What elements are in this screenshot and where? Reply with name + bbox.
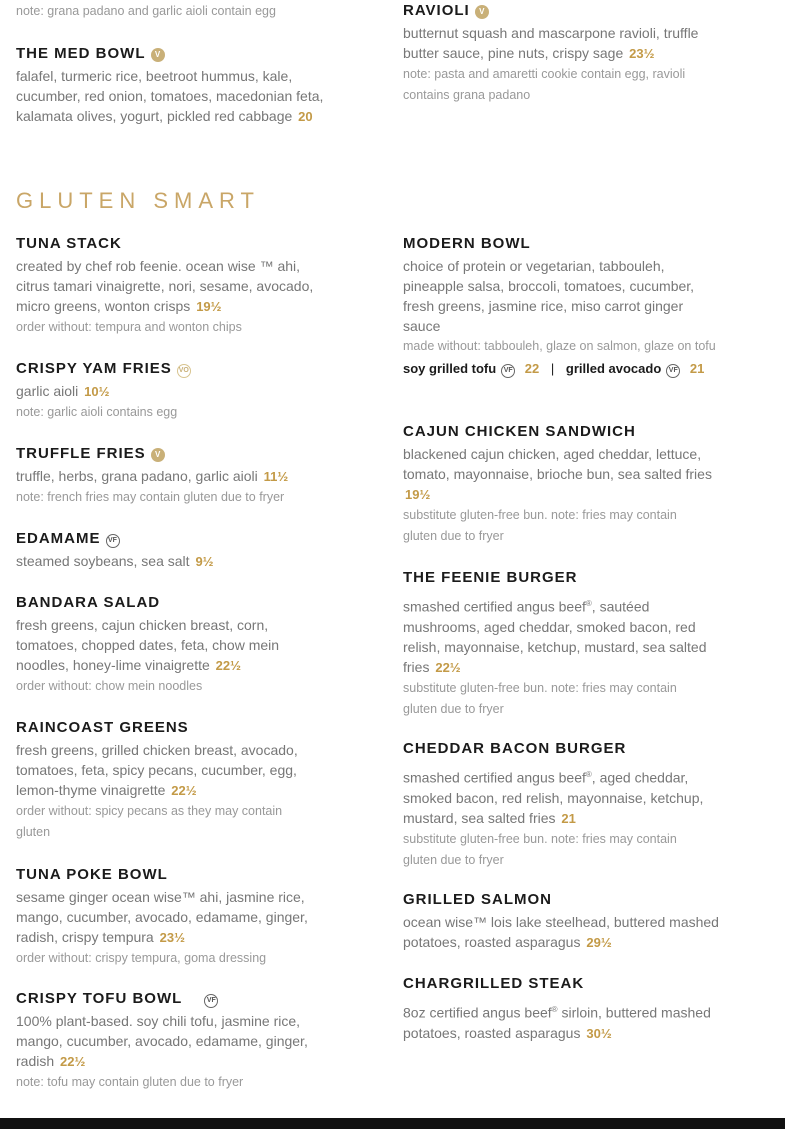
menu-item-feenie-burger	[403, 568, 723, 720]
item-price: 19½	[196, 299, 222, 314]
item-title: RAINCOAST GREENS	[16, 719, 189, 736]
item-price: 10½	[84, 384, 110, 399]
item-desc: sirloin, buttered mashed potatoes, roasted asparagus	[403, 1004, 711, 1041]
item-desc: fresh greens, grilled chicken breast, avocado, tomatoes, feta, spicy pecans, cucumber, egg, lemon-thyme vinaigrette	[16, 742, 298, 798]
menu-item-med-bowl	[16, 44, 356, 127]
item-price: 23½	[159, 930, 185, 945]
menu-item-bandara-salad	[16, 593, 356, 697]
menu-item-chargrilled-steak	[403, 974, 733, 1044]
footer-bar	[0, 1118, 785, 1129]
item-desc: steamed soybeans, sea salt	[16, 553, 190, 569]
item-price: 11½	[263, 469, 289, 484]
vegetarian-icon: V	[475, 5, 489, 19]
registered-mark: ®	[585, 599, 592, 608]
item-note: note: french fries may contain gluten due to fryer	[16, 490, 285, 504]
section-title-gluten-smart: GLUTEN SMART	[16, 188, 260, 213]
menu-item-grilled-salmon	[403, 890, 733, 953]
item-note: substitute gluten-free bun. note: fries may contain gluten due to fryer	[403, 680, 677, 716]
menu-item-ravioli	[403, 1, 723, 106]
item-note: order without: crispy tempura, goma dressing	[16, 951, 267, 965]
option-separator: |	[550, 361, 555, 376]
item-note: substitute gluten-free bun. note: fries may contain gluten due to fryer	[403, 508, 677, 543]
menu-item-edamame	[16, 529, 356, 572]
item-price: 19½	[405, 487, 431, 502]
item-title: CAJUN CHICKEN SANDWICH	[403, 423, 636, 440]
vegan-friendly-icon: VF	[204, 994, 218, 1008]
option-price: 22	[524, 361, 540, 376]
item-price: 9½	[195, 554, 214, 569]
item-title: THE FEENIE BURGER	[403, 569, 578, 586]
item-note: substitute gluten-free bun. note: fries may contain gluten due to fryer	[403, 831, 677, 867]
menu-item-cajun-chicken-sandwich	[403, 422, 723, 547]
menu-item-crispy-tofu-bowl	[16, 989, 356, 1093]
vegan-friendly-icon: VF	[666, 364, 680, 378]
menu-item-tuna-poke-bowl	[16, 865, 356, 969]
item-desc: , sautéed mushrooms, aged cheddar, smoked bacon, red relish, mayonnaise, ketchup, mustard, sea salted fries	[403, 598, 707, 675]
prev-note: note: grana padano and garlic aioli contain egg	[16, 4, 276, 18]
item-price: 22½	[171, 783, 197, 798]
item-desc: smashed certified angus beef	[403, 769, 586, 786]
menu-item-crispy-yam-fries	[16, 359, 356, 423]
item-desc: smashed certified angus beef	[403, 598, 586, 615]
vegetarian-icon: V	[151, 448, 165, 462]
item-title: CRISPY YAM FRIES	[16, 360, 172, 377]
item-title: THE MED BOWL	[16, 45, 146, 62]
item-desc: created by chef rob feenie. ocean wise ™ ahi, citrus tamari vinaigrette, nori, sesame, avocado, micro greens, wonton crisps	[16, 258, 314, 314]
vegan-option-icon: VO	[177, 364, 191, 378]
item-desc: falafel, turmeric rice, beetroot hummus, kale, cucumber, red onion, tomatoes, macedonian feta, kalamata olives, yogurt, pickled red cabbage	[16, 68, 324, 124]
item-note: note: tofu may contain gluten due to fryer	[16, 1075, 244, 1089]
menu-item-tuna-stack	[16, 234, 356, 338]
item-title: CRISPY TOFU BOWL	[16, 990, 183, 1007]
option-price: 21	[689, 361, 705, 376]
item-title: MODERN BOWL	[403, 235, 531, 252]
item-price: 29½	[586, 935, 612, 950]
item-title: EDAMAME	[16, 530, 101, 547]
item-desc: 8oz certified angus beef	[403, 1004, 552, 1021]
item-title: TRUFFLE FRIES	[16, 445, 146, 462]
item-title: RAVIOLI	[403, 2, 470, 19]
item-desc: blackened cajun chicken, aged cheddar, lettuce, tomato, mayonnaise, brioche bun, sea salted fries	[403, 446, 712, 482]
option-label: grilled avocado	[565, 361, 662, 376]
item-title: CHARGRILLED STEAK	[403, 975, 585, 992]
vegan-friendly-icon: VF	[501, 364, 515, 378]
item-title: TUNA POKE BOWL	[16, 866, 168, 883]
item-desc: truffle, herbs, grana padano, garlic aioli	[16, 468, 258, 484]
item-desc: fresh greens, cajun chicken breast, corn, tomatoes, chopped dates, feta, chow mein noodles, honey-lime vinaigrette	[16, 617, 280, 673]
item-desc: garlic aioli	[16, 383, 79, 399]
item-title: TUNA STACK	[16, 235, 122, 252]
item-desc: 100% plant-based. soy chili tofu, jasmine rice, mango, cucumber, avocado, edamame, ginger, radish	[16, 1013, 308, 1069]
registered-mark: ®	[585, 770, 592, 779]
item-title: CHEDDAR BACON BURGER	[403, 740, 627, 757]
item-price: 22½	[435, 659, 461, 675]
menu-item-modern-bowl	[403, 234, 723, 379]
item-desc: , aged cheddar, smoked bacon, red relish, mayonnaise, ketchup, mustard, sea salted fries	[403, 769, 704, 826]
menu-item-raincoast-greens	[16, 718, 356, 843]
protein-options	[403, 359, 723, 379]
item-price: 22½	[215, 658, 241, 673]
menu-item-truffle-fries	[16, 444, 356, 508]
item-price: 21	[561, 810, 576, 826]
option-label: soy grilled tofu	[403, 361, 497, 376]
vegetarian-icon: V	[151, 48, 165, 62]
item-note: note: garlic aioli contains egg	[16, 405, 178, 419]
vegan-friendly-icon: VF	[106, 534, 120, 548]
item-note: order without: spicy pecans as they may contain gluten	[16, 804, 283, 839]
item-note: order without: tempura and wonton chips	[16, 320, 242, 334]
menu-item-cheddar-bacon-burger	[403, 739, 723, 871]
item-desc: ocean wise™ lois lake steelhead, buttered mashed potatoes, roasted asparagus	[403, 914, 719, 950]
item-title: GRILLED SALMON	[403, 891, 552, 908]
item-note: made without: tabbouleh, glaze on salmon, glaze on tofu	[403, 339, 716, 353]
item-desc: butternut squash and mascarpone ravioli, truffle butter sauce, pine nuts, crispy sage	[403, 25, 699, 61]
item-note: order without: chow mein noodles	[16, 679, 203, 693]
item-desc: sesame ginger ocean wise™ ahi, jasmine rice, mango, cucumber, avocado, edamame, ginger, radish, crispy tempura	[16, 889, 308, 945]
item-desc: choice of protein or vegetarian, tabbouleh, pineapple salsa, broccoli, tomatoes, cucumber, fresh greens, jasmine rice, miso carrot ginger sauce	[403, 258, 695, 334]
item-title: BANDARA SALAD	[16, 594, 161, 611]
registered-mark: ®	[551, 1005, 558, 1014]
item-price: 22½	[60, 1054, 86, 1069]
item-note: note: pasta and amaretti cookie contain egg, ravioli contains grana padano	[403, 67, 686, 102]
item-price: 30½	[586, 1025, 612, 1041]
item-price: 23½	[629, 46, 655, 61]
item-price: 20	[298, 109, 313, 124]
